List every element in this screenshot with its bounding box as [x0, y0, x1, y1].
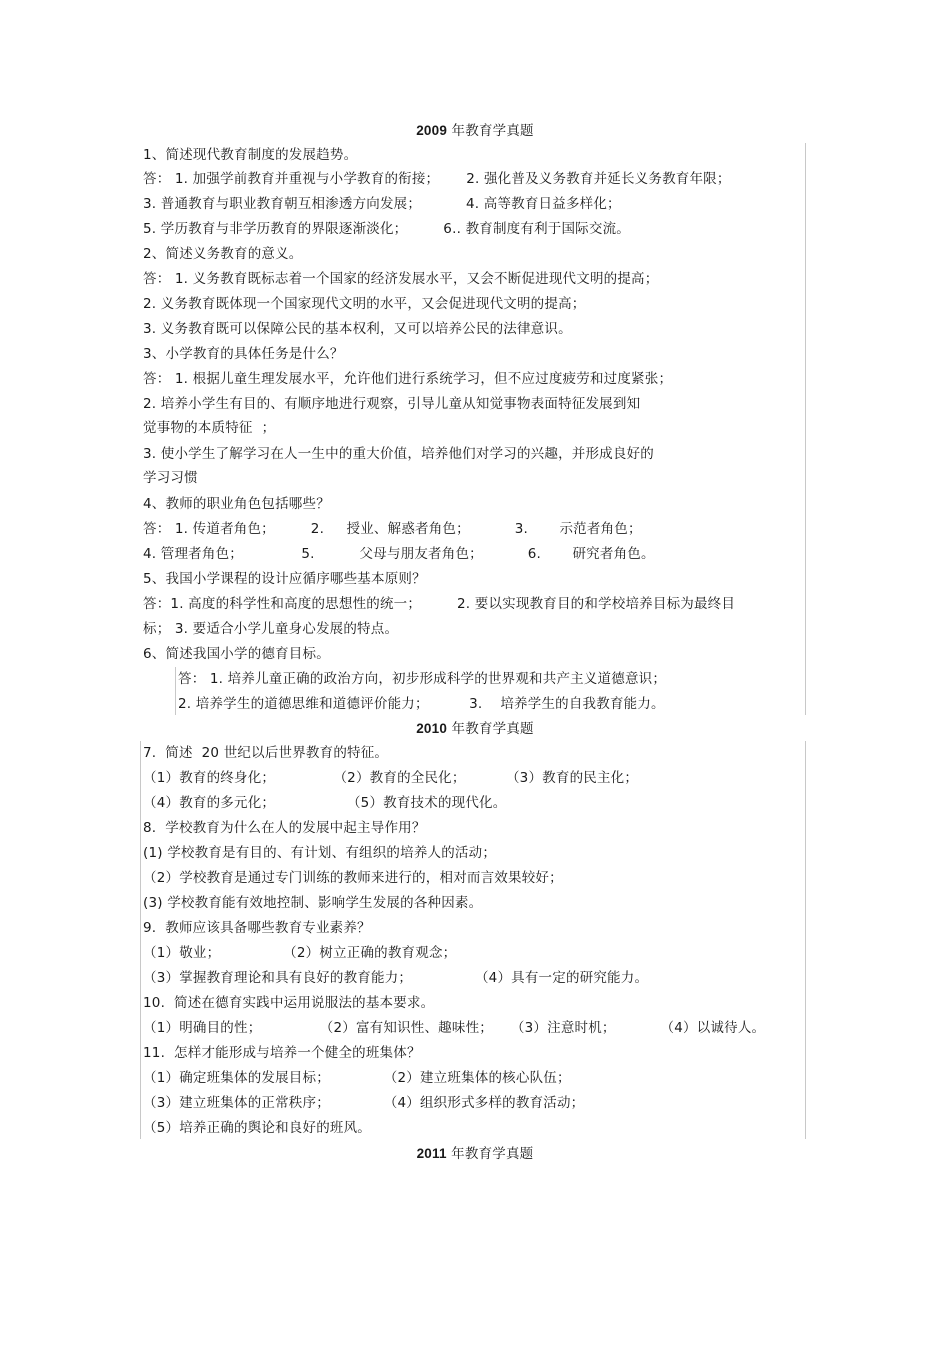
text-line: 1、简述现代教育制度的发展趋势。 — [143, 147, 358, 163]
text-line: 2. 培养小学生有目的、有顺序地进行观察，引导儿童从知觉事物表面特征发展到知 — [143, 396, 641, 412]
text-line: 3、小学教育的具体任务是什么？ — [143, 346, 344, 362]
text-line: 8. 学校教育为什么在人的发展中起主导作用？ — [143, 820, 426, 836]
text-line: （4）教育的多元化； （5）教育技术的现代化。 — [143, 795, 507, 811]
text-line: 7. 简述 20 世纪以后世界教育的特征。 — [143, 745, 389, 761]
text-line: 答： 1. 根据儿童生理发展水平，允许他们进行系统学习，但不应过度疲劳和过度紧张； — [143, 371, 673, 387]
text-line: 答： 1. 加强学前教育并重视与小学教育的衔接； 2. 强化普及义务教育并延长义务教育年限； — [143, 171, 731, 187]
section-title-text: 年教育学真题 — [447, 123, 534, 139]
text-line: 3. 使小学生了解学习在人一生中的重大价值，培养他们对学习的兴趣，并形成良好的 — [143, 446, 654, 462]
text-line: 2. 培养学生的道德思维和道德评价能力； 3. 培养学生的自我教育能力。 — [178, 696, 665, 712]
text-line: 答： 1. 义务教育既标志着一个国家的经济发展水平，又会不断促进现代文明的提高； — [143, 271, 659, 287]
frame-line-right-2009 — [805, 143, 806, 715]
text-line: （5）培养正确的舆论和良好的班风。 — [143, 1120, 371, 1136]
text-line: (3) 学校教育能有效地控制、影响学生发展的各种因素。 — [143, 895, 483, 911]
section-title-text: 年教育学真题 — [446, 1146, 534, 1162]
section-title-2011 — [0, 1145, 950, 1163]
text-line: 4. 管理者角色； 5. 父母与朋友者角色； 6. 研究者角色。 — [143, 546, 655, 562]
text-line: 标； 3. 要适合小学儿童身心发展的特点。 — [143, 621, 399, 637]
text-line: 觉事物的本质特征 ； — [143, 420, 276, 436]
section-title-2009 — [0, 122, 950, 140]
text-line: 3. 普通教育与职业教育朝互相渗透方向发展； 4. 高等教育日益多样化； — [143, 196, 621, 212]
text-line: 5、我国小学课程的设计应循序哪些基本原则？ — [143, 571, 426, 587]
text-line: 11. 怎样才能形成与培养一个健全的班集体？ — [143, 1045, 421, 1061]
text-line: 4、教师的职业角色包括哪些？ — [143, 496, 330, 512]
section-year: 2010 — [416, 721, 448, 736]
text-line: 9. 教师应该具备哪些教育专业素养？ — [143, 920, 371, 936]
text-line: （3）建立班集体的正常秩序； （4）组织形式多样的教育活动； — [143, 1095, 585, 1111]
text-line: 10. 简述在德育实践中运用说服法的基本要求。 — [143, 995, 435, 1011]
frame-line-left-2010 — [140, 741, 141, 1139]
section-title-text: 年教育学真题 — [447, 721, 534, 737]
frame-line-left-2009 — [175, 667, 176, 715]
text-line: （1）明确目的性； （2）富有知识性、趣味性； （3）注意时机； （4）以诚待人。 — [143, 1020, 766, 1036]
text-line: 5. 学历教育与非学历教育的界限逐渐淡化； 6.. 教育制度有利于国际交流。 — [143, 221, 630, 237]
text-line: 2、简述义务教育的意义。 — [143, 246, 303, 262]
text-line: 答： 1. 传道者角色； 2. 授业、解惑者角色； 3. 示范者角色； — [143, 521, 642, 537]
text-line: 2. 义务教育既体现一个国家现代文明的水平，又会促进现代文明的提高； — [143, 296, 586, 312]
text-line: 答：1. 高度的科学性和高度的思想性的统一； 2. 要以实现教育目的和学校培养目标为最终目 — [143, 596, 736, 612]
section-year: 2011 — [416, 1146, 447, 1161]
text-line: （1）确定班集体的发展目标； （2）建立班集体的核心队伍； — [143, 1070, 571, 1086]
frame-line-right-2010 — [805, 741, 806, 1139]
text-line: （1）敬业； （2）树立正确的教育观念； — [143, 945, 457, 961]
text-line: （2）学校教育是通过专门训练的教师来进行的，相对而言效果较好； — [143, 870, 563, 886]
text-line: 3. 义务教育既可以保障公民的基本权利，又可以培养公民的法律意识。 — [143, 321, 572, 337]
text-line: （1）教育的终身化； （2）教育的全民化； （3）教育的民主化； — [143, 770, 639, 786]
text-line: （3）掌握教育理论和具有良好的教育能力； （4）具有一定的研究能力。 — [143, 970, 649, 986]
text-line: 6、简述我国小学的德育目标。 — [143, 646, 330, 662]
section-year: 2009 — [416, 123, 448, 138]
text-line: (1) 学校教育是有目的、有计划、有组织的培养人的活动； — [143, 845, 497, 861]
section-title-2010 — [0, 720, 950, 738]
text-line: 答： 1. 培养儿童正确的政治方向，初步形成科学的世界观和共产主义道德意识； — [178, 671, 667, 687]
text-line: 学习习惯 — [143, 470, 198, 486]
